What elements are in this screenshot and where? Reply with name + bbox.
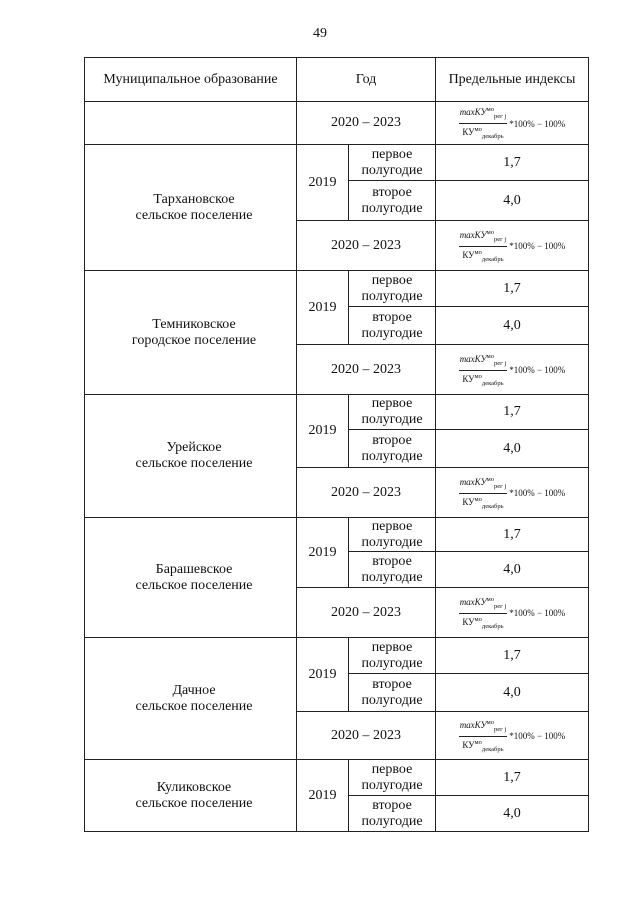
index-value: 4,0 <box>436 307 589 345</box>
header-municipality: Муниципальное образование <box>85 58 297 102</box>
formula-den-sup: мо <box>474 372 482 380</box>
limit-index-formula <box>459 475 566 512</box>
year-cell: 2019 <box>297 518 349 588</box>
limit-index-formula <box>459 352 566 389</box>
limit-index-formula <box>459 105 566 142</box>
half-year-label-line2: полугодие <box>361 777 423 793</box>
half-year-label-line2: полугодие <box>361 162 423 178</box>
municipality-name: Тархановское <box>153 191 235 207</box>
table-row <box>85 760 589 796</box>
formula-den-sub: декабрь <box>481 502 504 510</box>
formula-numerator <box>459 595 508 614</box>
formula-den-sup: мо <box>474 738 482 746</box>
formula-fraction <box>459 105 508 142</box>
table-row <box>85 102 589 145</box>
formula-tail: *100% − 100% <box>509 731 566 741</box>
municipality-name: Барашевское <box>155 561 233 577</box>
table-row <box>85 395 589 430</box>
formula-den-sup: мо <box>474 495 482 503</box>
half-year-label-line2: полугодие <box>361 655 423 671</box>
period-cell: 2020 – 2023 <box>297 102 436 145</box>
period-cell: 2020 – 2023 <box>297 221 436 271</box>
half-year-label-line1: первое <box>371 761 413 777</box>
index-value: 1,7 <box>436 760 589 796</box>
formula-tail: *100% − 100% <box>509 241 566 251</box>
half-year-label-line1: второе <box>372 797 412 813</box>
period-cell: 2020 – 2023 <box>297 468 436 518</box>
formula-num-sup: мо <box>486 352 494 360</box>
period-cell: 2020 – 2023 <box>297 345 436 395</box>
formula-num-sub: рег j <box>493 482 507 490</box>
half-year-label-line2: полугодие <box>361 692 423 708</box>
half-year-label-line1: второе <box>372 553 412 569</box>
formula-cell <box>436 221 589 271</box>
formula-den-sub: декабрь <box>481 745 504 753</box>
formula-numerator <box>459 718 508 737</box>
formula-cell <box>436 345 589 395</box>
formula-num-main: maxКУ <box>459 107 487 117</box>
formula-num-sub: рег j <box>493 235 507 243</box>
formula-fraction <box>459 475 508 512</box>
half-year-label-line2: полугодие <box>361 569 423 585</box>
municipality-name: Урейское <box>166 440 222 455</box>
formula-den-sup: мо <box>474 615 482 623</box>
formula-fraction <box>459 352 508 389</box>
limit-index-formula <box>459 595 566 632</box>
formula-den-main: КУ <box>462 373 475 384</box>
formula-numerator <box>459 228 508 247</box>
formula-den-sub: декабрь <box>481 255 504 263</box>
municipality-type: сельское поселение <box>135 577 253 593</box>
formula-fraction <box>459 718 508 755</box>
formula-num-sub: рег j <box>493 725 507 733</box>
formula-den-main: КУ <box>462 127 475 137</box>
period-cell: 2020 – 2023 <box>297 712 436 760</box>
formula-cell <box>436 468 589 518</box>
index-value: 1,7 <box>436 145 589 181</box>
municipality-type: сельское поселение <box>135 456 253 471</box>
year-cell: 2019 <box>297 760 349 832</box>
index-value: 4,0 <box>436 430 589 468</box>
formula-den-sub: декабрь <box>481 133 504 140</box>
half-year-label-line1: второе <box>372 184 412 200</box>
formula-den-sup: мо <box>474 248 482 256</box>
half-year-label <box>349 271 436 307</box>
half-year-label-line1: первое <box>371 518 413 534</box>
index-value: 4,0 <box>436 796 589 832</box>
formula-denominator <box>461 614 504 632</box>
formula-denominator <box>461 124 504 142</box>
formula-fraction <box>459 595 508 632</box>
formula-den-sup: мо <box>474 126 482 133</box>
year-cell: 2019 <box>297 271 349 345</box>
half-year-label-line2: полугодие <box>361 813 423 829</box>
formula-num-main: maxКУ <box>459 596 487 607</box>
formula-num-sup: мо <box>486 106 494 113</box>
half-year-label-line2: полугодие <box>361 200 423 216</box>
half-year-label-line1: первое <box>371 396 413 411</box>
half-year-label <box>349 760 436 796</box>
formula-tail: *100% − 100% <box>509 118 566 129</box>
limit-indices-table <box>84 57 589 832</box>
formula-num-sup: мо <box>486 475 494 483</box>
half-year-label <box>349 145 436 181</box>
formula-denominator <box>461 737 504 755</box>
half-year-label <box>349 796 436 832</box>
municipality-cell <box>85 271 297 395</box>
municipality-name: Дачное <box>172 682 216 698</box>
table-row <box>85 271 589 307</box>
municipality-cell <box>85 145 297 271</box>
municipality-cell <box>85 102 297 145</box>
formula-num-main: maxКУ <box>459 353 487 364</box>
formula-num-main: maxКУ <box>459 476 487 487</box>
half-year-label <box>349 674 436 712</box>
municipality-cell <box>85 760 297 832</box>
limit-index-formula <box>459 228 566 265</box>
page-number: 49 <box>313 26 327 41</box>
formula-denominator <box>461 247 504 265</box>
formula-den-main: КУ <box>462 496 475 507</box>
header-indices: Предельные индексы <box>436 58 589 102</box>
half-year-label-line1: второе <box>372 309 412 325</box>
half-year-label <box>349 638 436 674</box>
formula-num-sub: рег j <box>493 359 507 367</box>
formula-numerator <box>459 475 508 494</box>
year-cell: 2019 <box>297 638 349 712</box>
formula-tail: *100% − 100% <box>509 488 566 498</box>
table-row <box>85 638 589 674</box>
half-year-label <box>349 395 436 430</box>
index-value: 1,7 <box>436 638 589 674</box>
formula-cell <box>436 588 589 638</box>
index-value: 1,7 <box>436 271 589 307</box>
formula-den-main: КУ <box>462 249 475 260</box>
formula-den-sub: декабрь <box>481 379 504 387</box>
period-cell: 2020 – 2023 <box>297 588 436 638</box>
half-year-label-line2: полугодие <box>361 412 423 427</box>
formula-denominator <box>461 371 504 389</box>
year-cell: 2019 <box>297 145 349 221</box>
table-row <box>85 518 589 552</box>
half-year-label <box>349 518 436 552</box>
formula-numerator <box>459 105 508 124</box>
municipality-type: сельское поселение <box>135 795 253 811</box>
formula-fraction <box>459 228 508 265</box>
formula-cell <box>436 712 589 760</box>
municipality-type: сельское поселение <box>135 207 253 223</box>
table-row <box>85 145 589 181</box>
index-value: 4,0 <box>436 552 589 588</box>
formula-tail: *100% − 100% <box>509 365 566 375</box>
limit-index-formula <box>459 718 566 755</box>
table-header-row <box>85 58 589 102</box>
municipality-type: городское поселение <box>131 332 257 348</box>
index-value: 1,7 <box>436 395 589 430</box>
formula-num-sub: рег j <box>493 602 507 610</box>
formula-denominator <box>461 494 504 512</box>
municipality-name: Темниковское <box>152 316 236 332</box>
formula-tail: *100% − 100% <box>509 608 566 618</box>
half-year-label-line1: второе <box>372 432 412 448</box>
formula-cell <box>436 102 589 145</box>
half-year-label-line1: первое <box>371 639 413 655</box>
half-year-label <box>349 430 436 468</box>
half-year-label-line1: первое <box>371 272 413 288</box>
municipality-type: сельское поселение <box>135 698 253 714</box>
half-year-label-line2: полугодие <box>361 288 423 304</box>
half-year-label-line2: полугодие <box>361 448 423 464</box>
half-year-label-line1: второе <box>372 676 412 692</box>
formula-num-main: maxКУ <box>459 719 487 730</box>
formula-num-sup: мо <box>486 228 494 236</box>
index-value: 4,0 <box>436 181 589 221</box>
half-year-label-line2: полугодие <box>361 534 423 550</box>
formula-num-sup: мо <box>486 595 494 603</box>
header-year: Год <box>297 58 436 102</box>
half-year-label-line1: первое <box>371 146 413 162</box>
formula-num-main: maxКУ <box>459 229 487 240</box>
year-cell: 2019 <box>297 395 349 468</box>
index-value: 4,0 <box>436 674 589 712</box>
half-year-label-line2: полугодие <box>361 325 423 341</box>
municipality-cell <box>85 638 297 760</box>
formula-den-main: КУ <box>462 739 475 750</box>
half-year-label <box>349 552 436 588</box>
municipality-cell <box>85 395 297 518</box>
formula-den-sub: декабрь <box>481 622 504 630</box>
half-year-label <box>349 307 436 345</box>
formula-numerator <box>459 352 508 371</box>
municipality-cell <box>85 518 297 638</box>
half-year-label <box>349 181 436 221</box>
formula-num-sub: рег j <box>493 113 507 120</box>
formula-den-main: КУ <box>462 616 475 627</box>
index-value: 1,7 <box>436 518 589 552</box>
municipality-name: Куликовское <box>156 779 232 795</box>
formula-num-sup: мо <box>486 718 494 726</box>
